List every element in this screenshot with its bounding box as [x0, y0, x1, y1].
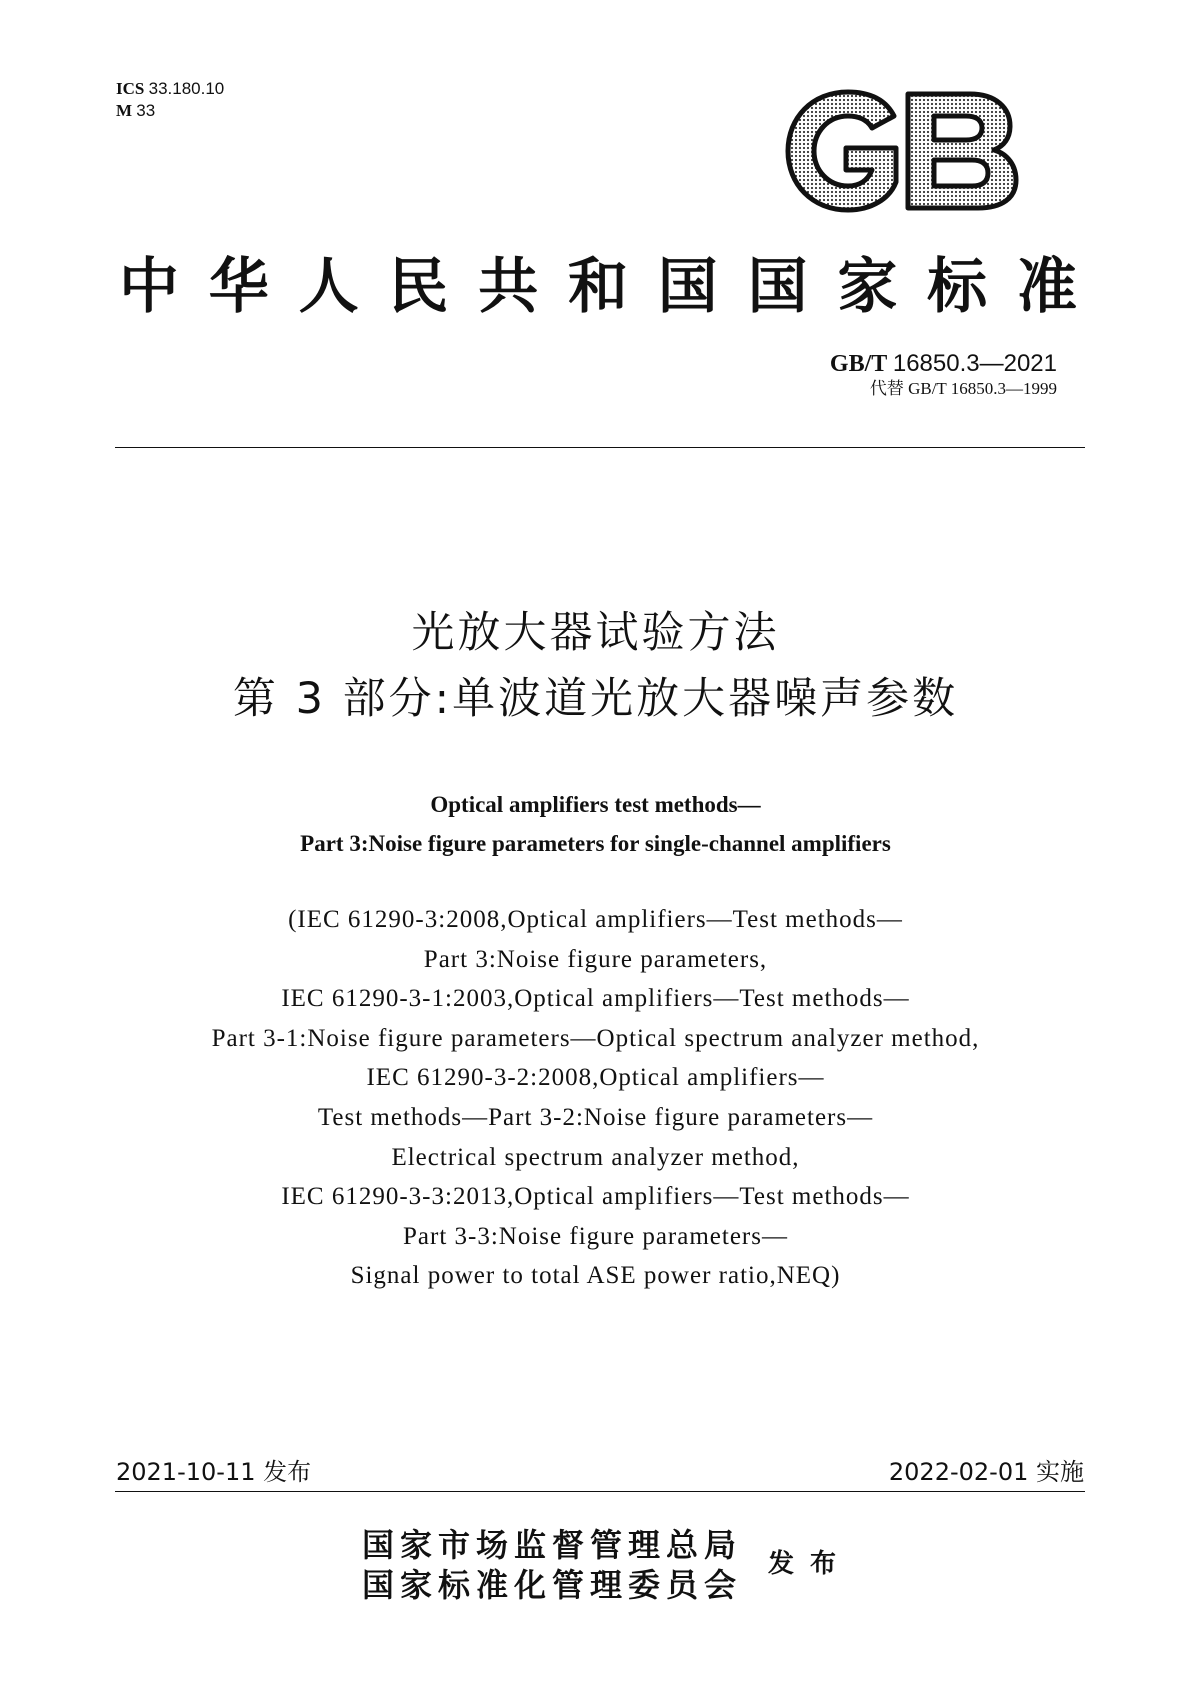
gb-logo-graphic — [782, 86, 1022, 216]
publish-label: 发布 — [768, 1549, 853, 1579]
english-title-line-1: Optical amplifiers test methods— — [430, 792, 761, 817]
iec-reference-line: Part 3-3:Noise figure parameters— — [403, 1222, 788, 1250]
implementation-date: 2022-02-01 实施 — [888, 1458, 1084, 1486]
iec-reference-line: IEC 61290-3-1:2003,Optical amplifiers—Test methods— — [281, 985, 910, 1013]
title-char: 华 — [208, 252, 269, 322]
title-char: 民 — [388, 252, 449, 322]
iec-reference-line: Signal power to total ASE power ratio,NEQ) — [350, 1262, 841, 1290]
standard-code-prefix: GB/T — [829, 351, 887, 377]
standard-code-number: 16850.3—2021 — [892, 350, 1057, 377]
english-title-line-2: Part 3:Noise figure parameters for single-channel amplifiers — [300, 831, 891, 856]
gb-logo-text: GB — [782, 86, 784, 87]
ics-value: 33.180.10 — [148, 79, 225, 98]
iec-reference-line: Test methods—Part 3-2:Noise figure parameters— — [317, 1103, 874, 1131]
gb-logo — [782, 86, 1022, 216]
issue-date: 2021-10-11 发布 — [116, 1458, 312, 1486]
title-char: 人 — [298, 252, 359, 322]
chinese-title-line-1: 光放大器试验方法 — [411, 608, 780, 658]
ccs-value: 33 — [136, 101, 156, 120]
iec-reference-line: IEC 61290-3-2:2008,Optical amplifiers— — [366, 1064, 825, 1092]
standard-category-title — [112, 252, 1084, 322]
ccs-code — [116, 100, 224, 122]
iec-reference-line: IEC 61290-3-3:2013,Optical amplifiers—Test methods— — [281, 1183, 910, 1211]
title-char: 中 — [119, 252, 179, 322]
english-title — [0, 785, 1191, 863]
ccs-label: M — [116, 101, 133, 120]
iec-references — [0, 900, 1191, 1296]
standard-code — [830, 350, 1057, 378]
title-char: 和 — [567, 252, 628, 322]
title-char: 准 — [1016, 252, 1077, 322]
ics-label: ICS — [116, 79, 145, 98]
title-char: 国 — [747, 252, 808, 322]
chinese-title — [0, 600, 1191, 732]
issuer-org-1: 国家市场监督管理总局 — [362, 1526, 743, 1564]
top-divider — [115, 447, 1085, 448]
chinese-title-line-2: 第 3 部分:单波道光放大器噪声参数 — [232, 674, 959, 724]
iec-reference-line: Part 3:Noise figure parameters, — [423, 945, 768, 973]
iec-reference-line: Part 3-1:Noise figure parameters—Optical spectrum analyzer method, — [211, 1024, 980, 1052]
issuing-organizations — [362, 1525, 742, 1605]
title-char: 家 — [837, 252, 898, 322]
title-char: 标 — [927, 252, 988, 322]
standard-number-block — [830, 350, 1057, 400]
classification-codes — [116, 78, 224, 122]
bottom-divider — [115, 1491, 1085, 1492]
iec-reference-line: Electrical spectrum analyzer method, — [391, 1143, 800, 1171]
iec-reference-line: (IEC 61290-3:2008,Optical amplifiers—Test methods— — [288, 906, 903, 933]
issuer-org-2: 国家标准化管理委员会 — [362, 1566, 743, 1604]
ics-code — [116, 78, 224, 100]
replaces-note: 代替 GB/T 16850.3—1999 — [869, 379, 1057, 398]
title-char: 国 — [657, 252, 718, 322]
title-char: 共 — [478, 252, 539, 322]
